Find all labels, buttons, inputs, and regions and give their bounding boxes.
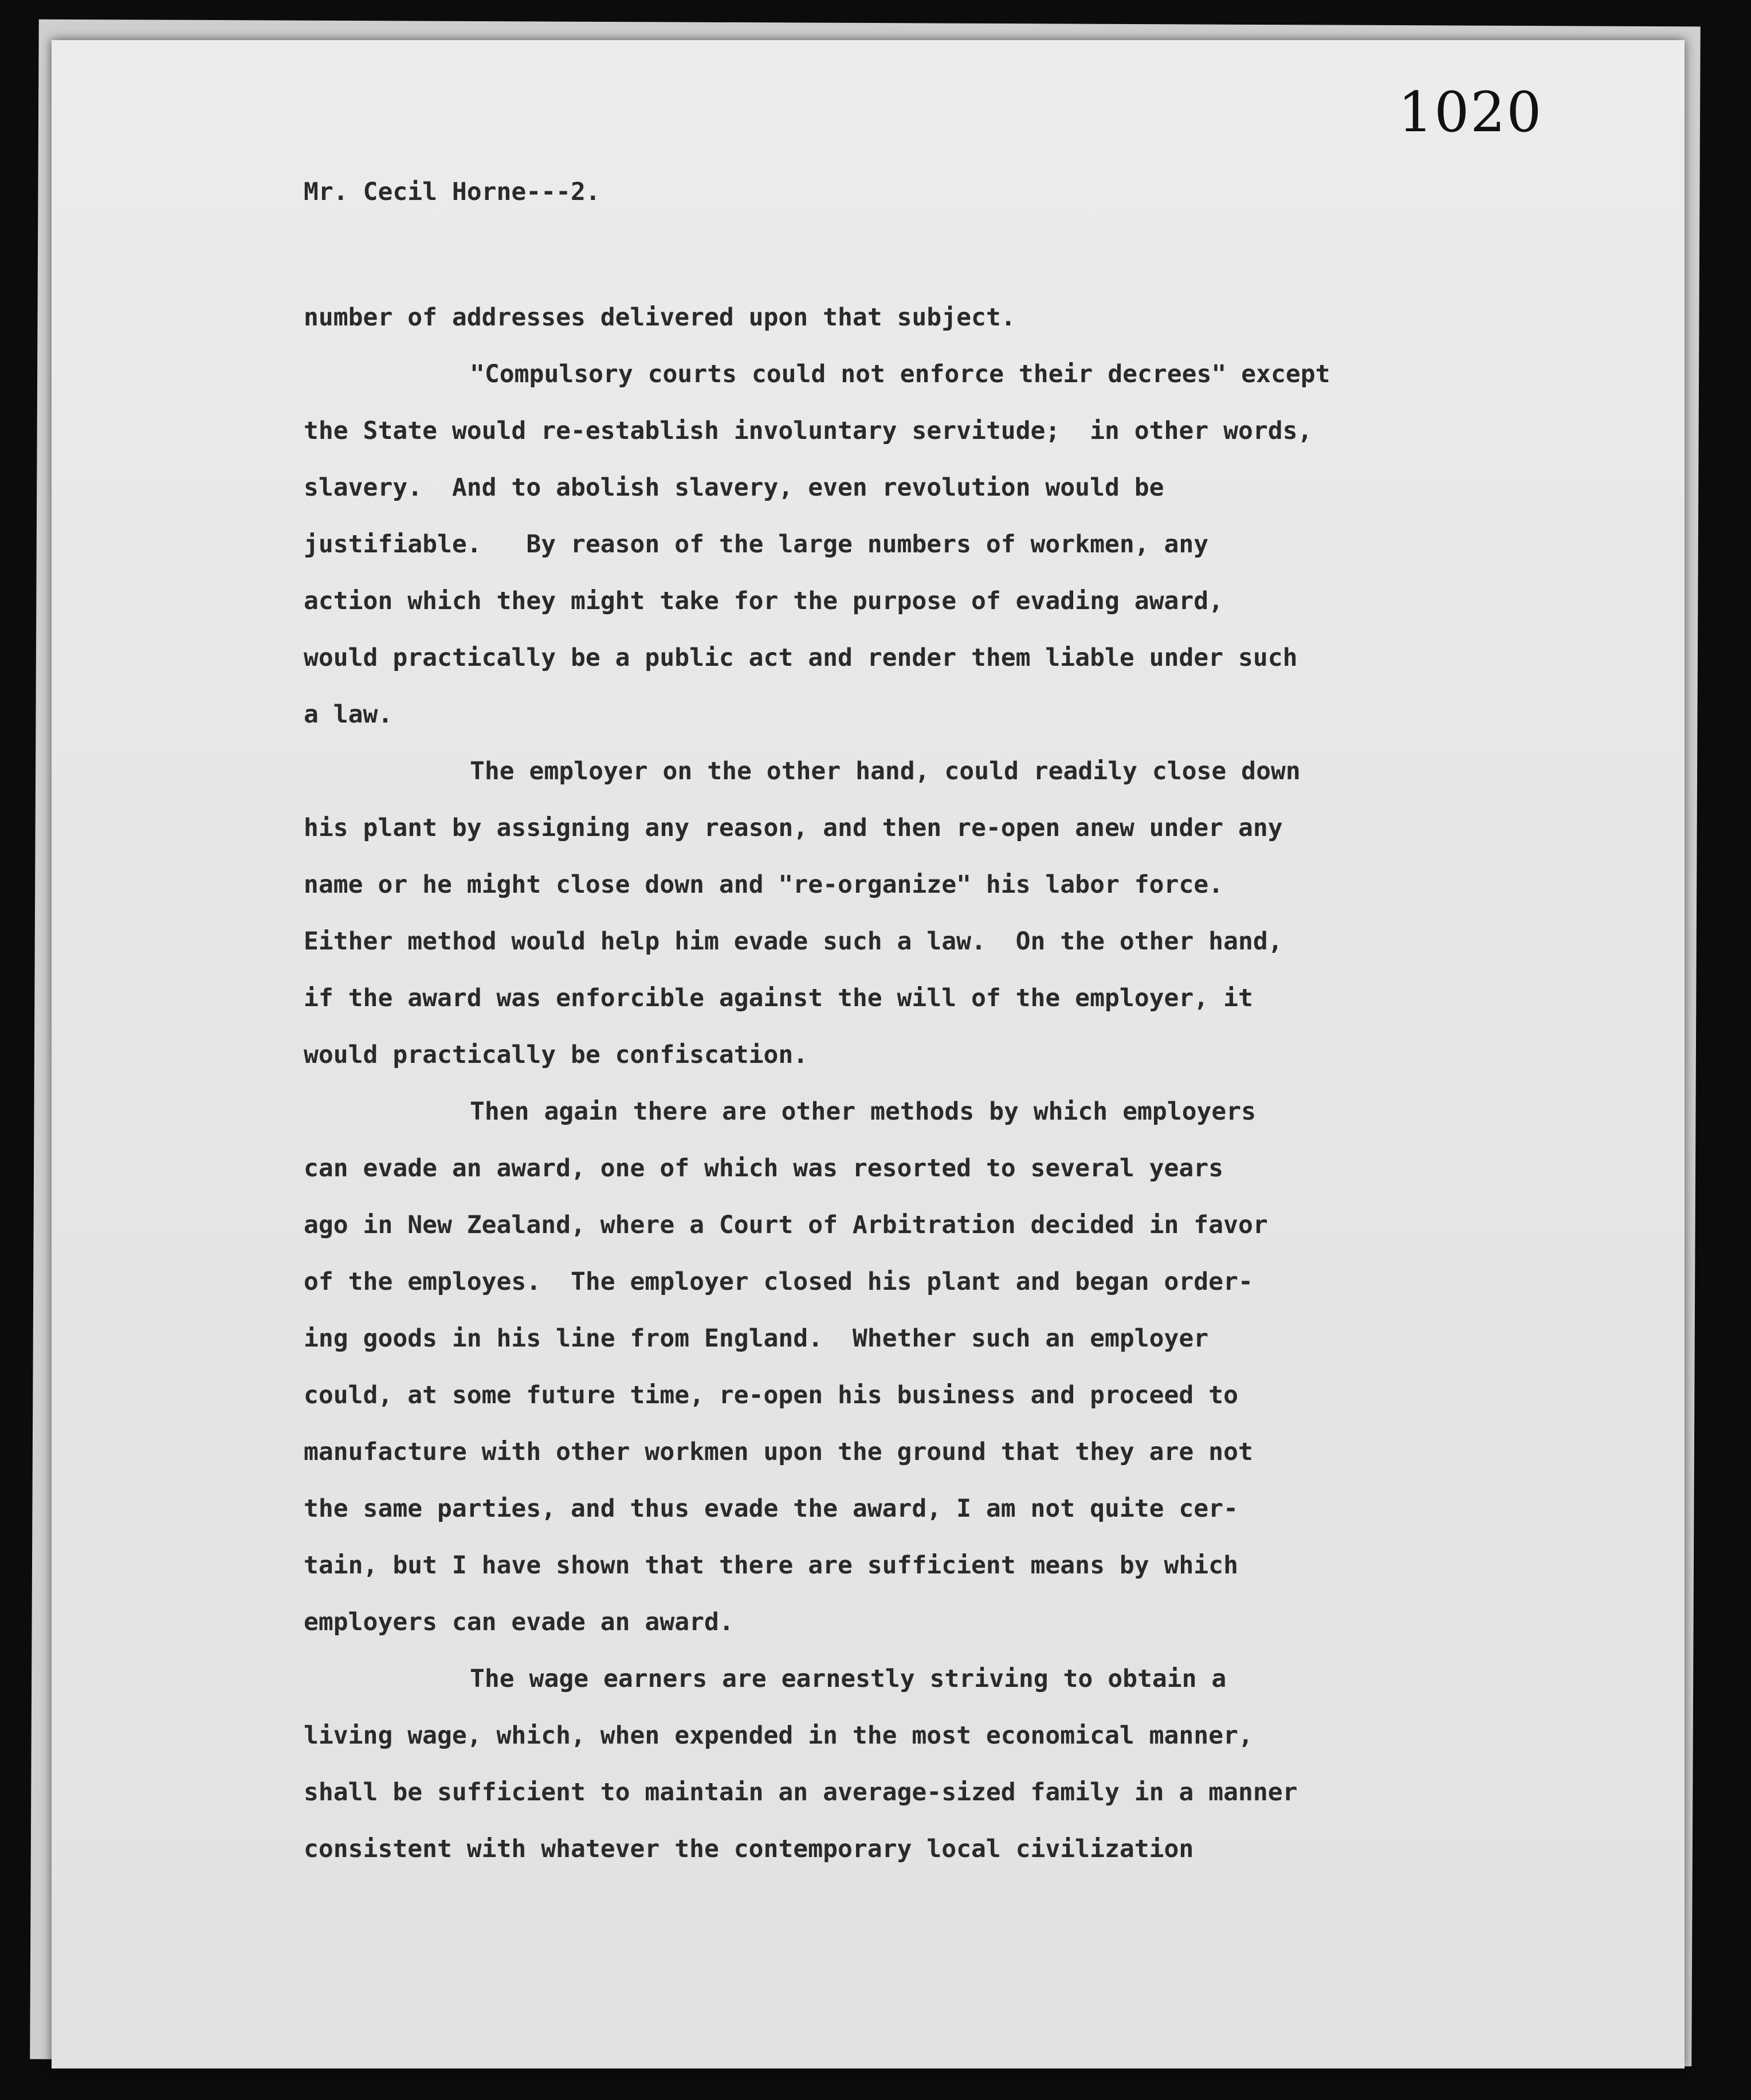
text-line: employers can evade an award. [304, 1608, 734, 1636]
text-line: of the employes. The employer closed his plant and began order- [304, 1267, 1253, 1296]
text-line: action which they might take for the purpose of evading award, [304, 587, 1224, 615]
text-line: would practically be confiscation. [304, 1041, 808, 1069]
text-line: a law. [304, 700, 393, 729]
text-line: Either method would help him evade such a law. On the other hand, [304, 927, 1283, 956]
text-line: "Compulsory courts could not enforce their decrees" except [470, 360, 1330, 388]
text-line: ago in New Zealand, where a Court of Arbitration decided in favor [304, 1211, 1268, 1239]
text-line: if the award was enforcible against the will of the employer, it [304, 984, 1253, 1012]
text-line: living wage, which, when expended in the most economical manner, [304, 1721, 1253, 1750]
text-line: would practically be a public act and render them liable under such [304, 643, 1298, 672]
text-line: shall be sufficient to maintain an average-sized family in a manner [304, 1778, 1298, 1807]
text-line: justifiable. By reason of the large numbers of workmen, any [304, 530, 1209, 559]
text-line: slavery. And to abolish slavery, even revolution would be [304, 473, 1164, 502]
text-line: can evade an award, one of which was resorted to several years [304, 1154, 1224, 1183]
text-line: ing goods in his line from England. Whether such an employer [304, 1324, 1209, 1353]
text-line: his plant by assigning any reason, and then re-open anew under any [304, 814, 1283, 842]
text-line: manufacture with other workmen upon the ground that they are not [304, 1438, 1253, 1466]
page-number: 1020 [1398, 80, 1543, 144]
text-line: The employer on the other hand, could readily close down [470, 757, 1301, 786]
text-line: the same parties, and thus evade the award, I am not quite cer- [304, 1494, 1238, 1523]
text-line: The wage earners are earnestly striving to obtain a [470, 1665, 1227, 1693]
text-line: number of addresses delivered upon that subject. [304, 303, 1016, 332]
text-line: consistent with whatever the contemporary local civilization [304, 1835, 1194, 1863]
text-line: Then again there are other methods by which employers [470, 1097, 1257, 1126]
text-line: name or he might close down and "re-organize" his labor force. [304, 870, 1224, 899]
text-line: the State would re-establish involuntary servitude; in other words, [304, 417, 1313, 445]
letter-heading: Mr. Cecil Horne---2. [304, 178, 600, 206]
text-line: tain, but I have shown that there are sufficient means by which [304, 1551, 1238, 1580]
text-line: could, at some future time, re-open his business and proceed to [304, 1381, 1238, 1410]
letter-body [304, 289, 1330, 1878]
